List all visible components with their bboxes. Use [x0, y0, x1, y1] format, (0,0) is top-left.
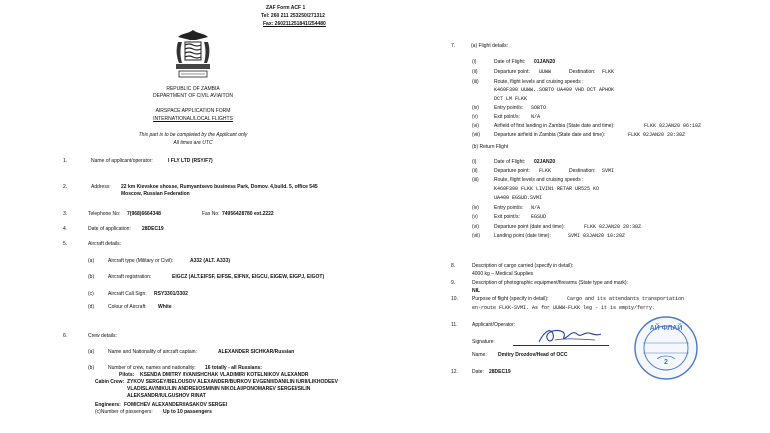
ret-entry-value: N/A [531, 205, 541, 211]
out-iv-label: (iv) [472, 105, 479, 111]
cabin-crew-line-3: ALEKSANDR/IULGUSHOV RINAT [127, 393, 206, 399]
application-date-value: 28DEC19 [142, 226, 164, 232]
out-entry-value: SOBTO [531, 105, 547, 111]
name-value: Dmitry Drozdov/Head of OCC [498, 352, 568, 358]
ret-exit-label: Exit point/s: [494, 214, 520, 220]
call-sign-label: Aircraft Call Sign: [108, 291, 147, 297]
applicant-operator-label: Applicant/Operator: [472, 322, 516, 328]
out-departure-airfield-value: FLKK 02JAN20 20:30Z [628, 132, 686, 138]
ret-destination-label: Destination: [569, 168, 596, 174]
passengers-label: (c)Number of passengers: [95, 409, 153, 415]
utc-note: All times are UTC [173, 140, 213, 146]
out-route-line-2: DCT LM FLKK [494, 96, 528, 102]
address-line-1: 22 km Kievskoe shosse, Rumyantsevo business Park, Domov. 4,build. 5, office 545 [121, 184, 318, 190]
item-2-number: 2. [63, 184, 68, 190]
out-departure-value: UUWW [539, 69, 552, 75]
application-date-label: Date of application: [88, 226, 131, 232]
out-i-label: (i) [472, 59, 477, 65]
ret-ii-label: (ii) [472, 168, 478, 174]
telephone-value: 7(968)6664348 [127, 211, 161, 217]
item-10-number: 10. [451, 296, 458, 302]
crew-number-label: Number of crew, names and nationality: [108, 365, 196, 371]
aircraft-details-label: Aircraft details: [88, 241, 122, 247]
item-9-number: 9. [451, 280, 456, 286]
pilots-label: Pilots: [119, 372, 135, 378]
ret-v-label: (v) [472, 214, 478, 220]
aircraft-a-label: (a) [88, 258, 95, 264]
ret-exit-value: EGSUD [531, 214, 547, 220]
out-destination-value: FLKK [602, 69, 615, 75]
pilots-value: KSENDA DMITRY /IVANISHCHAK VLADIMIR/ KOTELNIKOV ALEXANDR [140, 372, 309, 378]
out-departure-airfield-label: Departure airfield in Zambia (State date and time): [494, 132, 606, 138]
out-exit-label: Exit point/s: [494, 114, 520, 120]
fax-value: 74956428780 ext.2222 [222, 211, 274, 217]
telephone-header: Tel: 260 211 253250/271312 [261, 13, 325, 19]
ret-entry-label: Entry point/s: [494, 205, 524, 211]
name-label: Name: [472, 352, 487, 358]
out-iii-label: (iii) [472, 79, 479, 85]
out-route-label: Route, flight levels and cruising speeds : [494, 79, 584, 85]
out-destination-label: Destination: [569, 69, 596, 75]
ret-vi-label: (vi) [472, 224, 479, 230]
applicant-note: This part is to be completed by the Applicant only [138, 132, 248, 138]
aircraft-registration-value: EIGCZ (ALT.EIFSF, EIFSE, EIFNX, EIGCU, EIGEW, EIGPJ, EIGOT) [172, 274, 325, 280]
captain-value: ALEXANDER SICHKAR/Russian [218, 349, 295, 355]
right-page [385, 0, 770, 433]
department-title: DEPARTMENT OF CIVIL AVIAITON [153, 93, 233, 99]
ret-destination-value: SVMI [602, 168, 615, 174]
ret-flight-date-value: 02JAN20 [534, 159, 556, 165]
engineers-label: Engineers: [95, 402, 121, 408]
aircraft-b-label: (b) [88, 274, 95, 280]
date-value: 28DEC19 [489, 369, 511, 375]
out-flight-date-label: Date of Flight: [494, 59, 526, 65]
crew-number-value: 16 totally - all Russians: [205, 365, 262, 371]
out-v-label: (v) [472, 114, 478, 120]
ret-route-line-2: UA400 EGSUD.SVMI [494, 195, 543, 201]
ret-vii-label: (vii) [472, 233, 481, 239]
ret-departure-time-value: FLKK 02JAN20 20:30Z [584, 224, 642, 230]
out-first-landing-label: Airfield of first landing in Zambia (State date and time): [494, 123, 615, 129]
cabin-crew-label: Cabin Crew: [95, 379, 125, 385]
out-route-line-1: K460F390 UUWW..SOBTO UA409 VHD DCT APHOK [494, 87, 615, 93]
out-entry-label: Entry point/s: [494, 105, 524, 111]
ret-departure-label: Departure point: [494, 168, 530, 174]
applicant-name-label: Name of applicant/operator: [91, 158, 153, 164]
aircraft-colour-value: White [158, 304, 172, 310]
item-11-number: 11. [451, 322, 458, 328]
cargo-label: Description of cargo carried (specify in detail): [472, 263, 574, 269]
cabin-crew-line-2: VLADISLAV/NIKULIN ANDREI/OSMININ NIKOLAI/PONOMAREV SERGEI/SILIN [127, 386, 311, 392]
address-line-2: Moscow, Russian Federation [121, 191, 190, 197]
out-vi-label: (vi) [472, 123, 479, 129]
purpose-label: Purpose of flight (specify in detail): [472, 296, 549, 302]
address-label: Address: [91, 184, 111, 190]
out-first-landing-value: FLKK 02JAN20 06:10Z [644, 123, 702, 129]
item-12-number: 12. [451, 369, 458, 375]
out-exit-value: N/A [531, 114, 541, 120]
ret-iii-label: (iii) [472, 177, 479, 183]
aircraft-c-label: (c) [88, 291, 94, 297]
captain-label: Name and Nationality of aircraft captain: [108, 349, 197, 355]
crew-details-label: Crew details: [88, 333, 117, 339]
crew-b-label: (b) [88, 365, 95, 371]
return-flight-label: (b) Return Flight [472, 144, 509, 150]
ret-i-label: (i) [472, 159, 477, 165]
aircraft-type-value: A332 (ALT. A333) [190, 258, 231, 264]
item-8-number: 8. [451, 263, 456, 269]
item-3-number: 3. [63, 211, 68, 217]
signature-line [513, 345, 609, 346]
item-1-number: 1. [63, 158, 68, 164]
purpose-value-line-2: en-route FLKK-SVMI. As for UUWW-FLKK leg - it is empty/ferry. [472, 305, 656, 311]
ret-departure-time-label: Departure point (date and time): [494, 224, 565, 230]
ret-landing-value: SVMI 03JAN20 10:20Z [568, 233, 626, 239]
engineers-value: FOMICHEV ALEXANDER/IASAKOV SERGEI [124, 402, 228, 408]
signature-label: Signature: [472, 339, 495, 345]
aircraft-type-label: Aircraft type (Military or Civil): [108, 258, 174, 264]
out-departure-label: Departure point: [494, 69, 530, 75]
telephone-label: Telephone No: [88, 211, 121, 217]
stamp-number: 2 [664, 359, 668, 366]
out-ii-label: (ii) [472, 69, 478, 75]
fax-header: Fax: 260211251841/254480 [263, 21, 326, 27]
cargo-value: 4000 kg – Medical Supplies [472, 271, 534, 277]
crew-a-label: (a) [88, 349, 95, 355]
fax-label: Fax No: [202, 211, 220, 217]
company-stamp [633, 315, 699, 381]
ret-flight-date-label: Date of Flight: [494, 159, 526, 165]
republic-title: REPUBLIC OF ZAMBIA [166, 86, 220, 92]
ret-route-line-1: K460F390 FLKK LIVIN1 RETAR UR525 KO [494, 186, 600, 192]
form-title: AIRSPACE APPLICATION FORM [155, 108, 231, 114]
out-flight-date-value: 01JAN20 [534, 59, 556, 65]
coat-of-arms-icon [170, 28, 216, 82]
applicant-name-value: I FLY LTD (RSY/F7) [168, 158, 213, 164]
purpose-value-line-1: Cargo and its attendants transportation [567, 296, 685, 302]
photo-equipment-value: NIL [472, 288, 481, 294]
form-code: ZAF Form ACF 1 [266, 5, 306, 11]
call-sign-value: RSY3301/3302 [154, 291, 188, 297]
cabin-crew-line-1: ZYKOV SERGEY/BELOUSOV ALEXANDER/BURKOV EVGENII/DANILIN IURII/LIKHODEEV [127, 379, 338, 385]
item-6-number: 6. [63, 333, 68, 339]
ret-route-label: Route, flight levels and cruising speeds : [494, 177, 584, 183]
ret-iv-label: (iv) [472, 205, 479, 211]
flight-details-label: (a) Flight details: [471, 43, 508, 49]
stamp-text: АЙ ФЛАЙ [649, 325, 683, 332]
photo-equipment-label: Description of photographic equipment/firearms (State type and mark): [472, 280, 628, 286]
aircraft-registration-label: Aircraft registration: [108, 274, 152, 280]
ret-departure-value: FLKK [539, 168, 552, 174]
passengers-value: Up to 10 passengers [163, 409, 212, 415]
date-label: Date: [472, 369, 484, 375]
item-7-number: 7. [451, 43, 456, 49]
item-4-number: 4. [63, 226, 68, 232]
item-5-number: 5. [63, 241, 68, 247]
ret-landing-label: Landing point (date time): [494, 233, 551, 239]
aircraft-colour-label: Colour of Aircraft: [108, 304, 147, 310]
out-vii-label: (vii) [472, 132, 481, 138]
flight-type-title: INTERNATIONAL/LOCAL FLIGHTS [153, 116, 233, 122]
aircraft-d-label: (d) [88, 304, 95, 310]
